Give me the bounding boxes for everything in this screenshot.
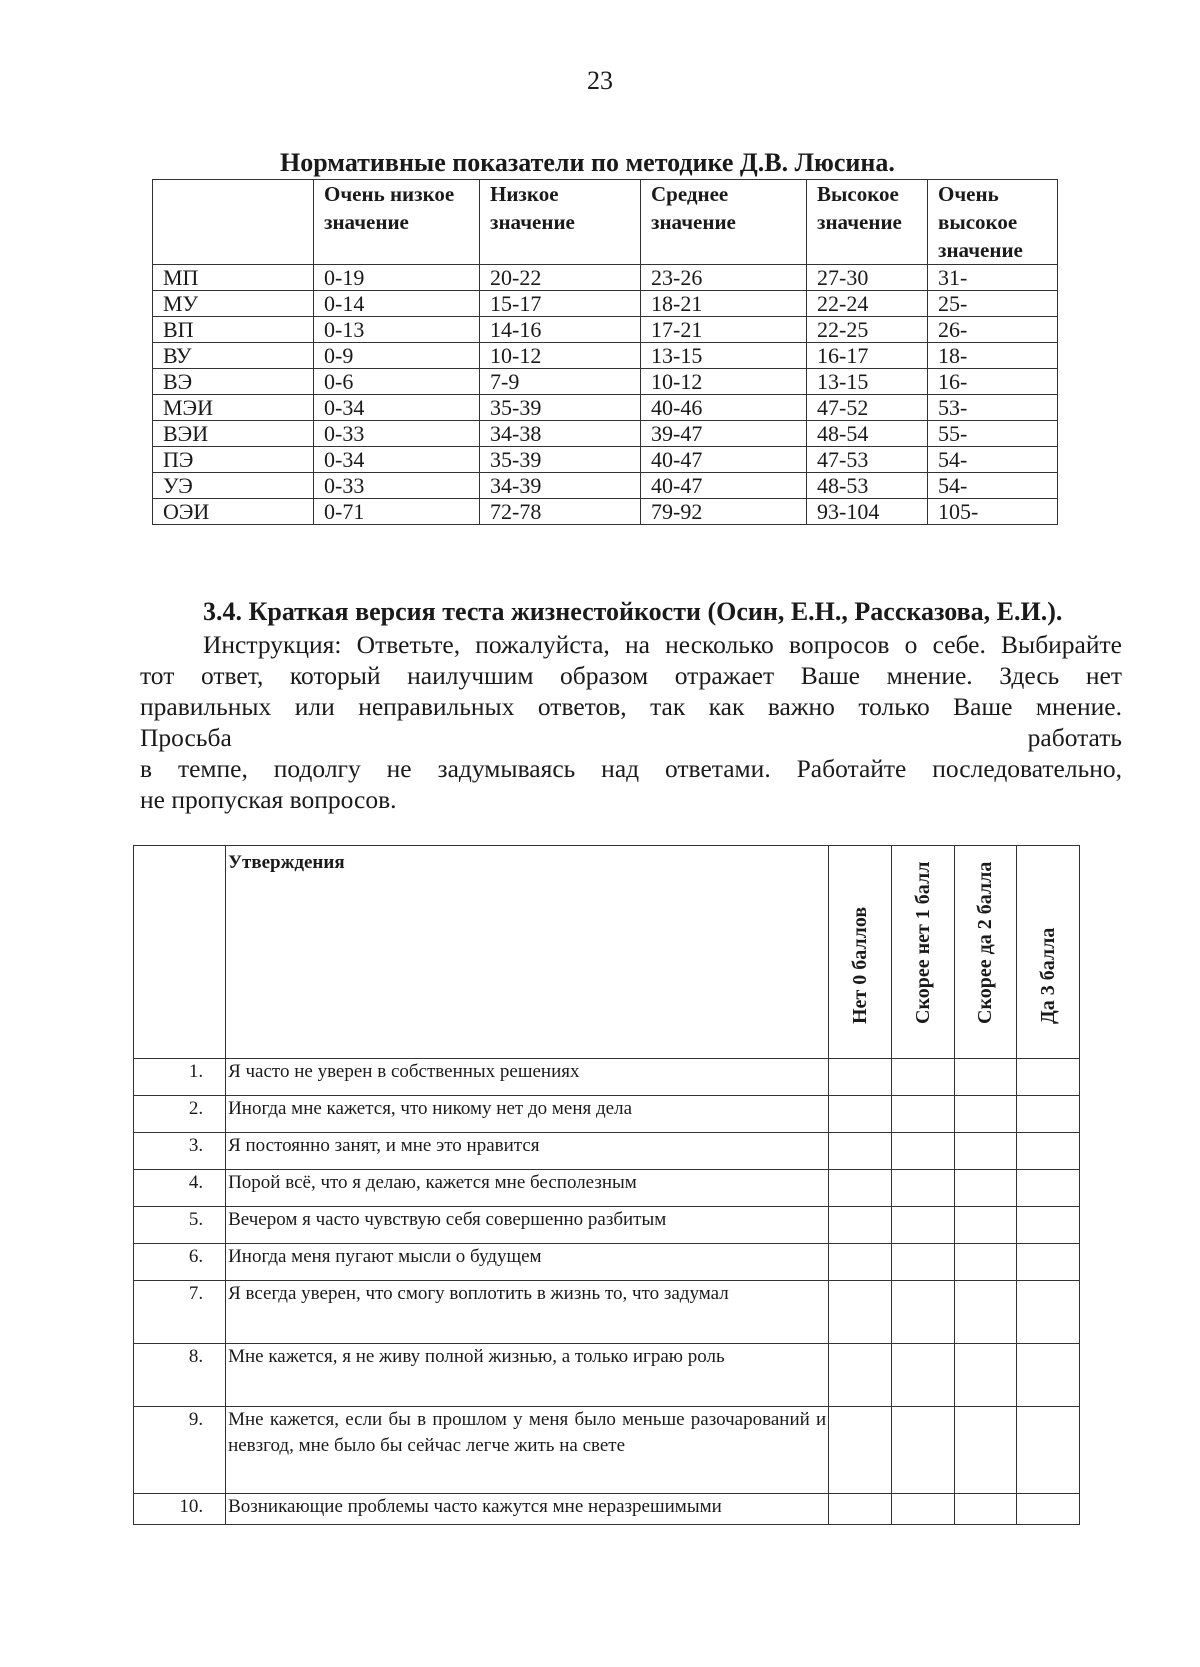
norms-cell: 40-46 — [641, 395, 807, 421]
norms-cell: 47-52 — [807, 395, 928, 421]
answer-cell[interactable] — [891, 1059, 954, 1096]
answer-cell[interactable] — [829, 1494, 892, 1525]
table-row — [153, 291, 1058, 317]
table-row — [134, 1281, 1080, 1344]
answer-cell[interactable] — [829, 1170, 892, 1207]
norms-cell: 72-78 — [480, 499, 641, 525]
norms-cell: 18-21 — [641, 291, 807, 317]
norms-cell: 0-71 — [314, 499, 480, 525]
answer-cell[interactable] — [891, 1207, 954, 1244]
answer-cell[interactable] — [1017, 1344, 1080, 1407]
instruction-line: тот ответ, который наилучшим образом отражает Ваше мнение. Здесь нет — [140, 661, 1122, 690]
norms-cell: МУ — [153, 291, 314, 317]
item-statement: Порой всё, что я делаю, кажется мне бесполезным — [226, 1170, 829, 1207]
answer-header-rather-yes — [954, 846, 1017, 1059]
norms-cell: 0-33 — [314, 421, 480, 447]
answer-cell[interactable] — [891, 1096, 954, 1133]
item-statement: Мне кажется, если бы в прошлом у меня было меньше разочарований и невзгод, мне было бы сейчас легче жить на свете — [226, 1407, 829, 1494]
instruction-line: не пропуская вопросов. — [140, 785, 397, 814]
answer-cell[interactable] — [1017, 1281, 1080, 1344]
norms-table-title: Нормативные показатели по методике Д.В. Люсина. — [280, 148, 895, 177]
norms-cell: 34-39 — [480, 473, 641, 499]
norms-cell: 0-6 — [314, 369, 480, 395]
norms-cell: 14-16 — [480, 317, 641, 343]
answer-header-label: Да 3 балла — [1037, 927, 1060, 1024]
norms-cell: УЭ — [153, 473, 314, 499]
answer-cell[interactable] — [891, 1133, 954, 1170]
answer-cell[interactable] — [829, 1207, 892, 1244]
norms-cell: 0-13 — [314, 317, 480, 343]
answer-cell[interactable] — [829, 1133, 892, 1170]
item-number: 5. — [134, 1207, 226, 1244]
answer-cell[interactable] — [954, 1407, 1017, 1494]
norms-cell: ОЭИ — [153, 499, 314, 525]
norms-cell: 35-39 — [480, 447, 641, 473]
item-statement: Возникающие проблемы часто кажутся мне неразрешимыми — [226, 1494, 829, 1525]
norms-cell: 13-15 — [641, 343, 807, 369]
norms-header-medium: Среднее значение — [641, 180, 807, 265]
norms-header-low: Низкое значение — [480, 180, 641, 265]
answer-cell[interactable] — [954, 1170, 1017, 1207]
norms-cell: 22-24 — [807, 291, 928, 317]
answer-cell[interactable] — [954, 1207, 1017, 1244]
table-row — [134, 1244, 1080, 1281]
answer-cell[interactable] — [1017, 1133, 1080, 1170]
hardiness-table — [133, 845, 1080, 1525]
answer-cell[interactable] — [1017, 1207, 1080, 1244]
norms-cell: 93-104 — [807, 499, 928, 525]
table-row — [134, 1494, 1080, 1525]
norms-cell: ВУ — [153, 343, 314, 369]
norms-header-scale — [153, 180, 314, 265]
instruction-line: Инструкция: Ответьте, пожалуйста, на несколько вопросов о себе. Выбирайте — [203, 630, 1122, 659]
table-row — [134, 1133, 1080, 1170]
norms-cell: 10-12 — [480, 343, 641, 369]
answer-cell[interactable] — [954, 1133, 1017, 1170]
item-number: 10. — [134, 1494, 226, 1525]
table-row — [134, 1407, 1080, 1494]
item-statement: Я часто не уверен в собственных решениях — [226, 1059, 829, 1096]
norms-cell: 20-22 — [480, 265, 641, 291]
answer-header-rather-no — [891, 846, 954, 1059]
norms-cell: 0-34 — [314, 447, 480, 473]
answer-cell[interactable] — [829, 1244, 892, 1281]
table-row — [134, 1207, 1080, 1244]
answer-cell[interactable] — [1017, 1244, 1080, 1281]
norms-cell: 18- — [928, 343, 1058, 369]
hardiness-header-row — [134, 846, 1080, 1059]
answer-cell[interactable] — [891, 1244, 954, 1281]
norms-cell: 23-26 — [641, 265, 807, 291]
answer-header-label: Скорее да 2 балла — [974, 861, 997, 1024]
item-number: 3. — [134, 1133, 226, 1170]
norms-cell: ВЭИ — [153, 421, 314, 447]
item-number: 1. — [134, 1059, 226, 1096]
norms-cell: 0-14 — [314, 291, 480, 317]
item-statement: Мне кажется, я не живу полной жизнью, а только играю роль — [226, 1344, 829, 1407]
norms-cell: 13-15 — [807, 369, 928, 395]
norms-cell: 48-54 — [807, 421, 928, 447]
answer-cell[interactable] — [891, 1407, 954, 1494]
instruction-line: Просьба работать — [140, 723, 1122, 752]
answer-cell[interactable] — [891, 1281, 954, 1344]
answer-header-yes — [1017, 846, 1080, 1059]
norms-table — [152, 179, 1058, 525]
table-row — [153, 343, 1058, 369]
answer-header-label: Скорее нет 1 балл — [911, 861, 934, 1024]
norms-cell: 53- — [928, 395, 1058, 421]
answer-cell[interactable] — [1017, 1170, 1080, 1207]
norms-cell: 0-34 — [314, 395, 480, 421]
norms-cell: 47-53 — [807, 447, 928, 473]
statements-header: Утверждения — [226, 846, 829, 1059]
norms-header-very-low: Очень низкое значение — [314, 180, 480, 265]
answer-cell[interactable] — [1017, 1494, 1080, 1525]
table-row — [153, 317, 1058, 343]
norms-cell: 40-47 — [641, 473, 807, 499]
norms-cell: 7-9 — [480, 369, 641, 395]
norms-header-very-high: Очень высокое значение — [928, 180, 1058, 265]
answer-cell[interactable] — [954, 1494, 1017, 1525]
item-statement: Я постоянно занят, и мне это нравится — [226, 1133, 829, 1170]
norms-cell: ВЭ — [153, 369, 314, 395]
item-statement: Я всегда уверен, что смогу воплотить в жизнь то, что задумал — [226, 1281, 829, 1344]
table-row — [153, 369, 1058, 395]
item-number: 4. — [134, 1170, 226, 1207]
answer-header-no — [829, 846, 892, 1059]
answer-cell[interactable] — [1017, 1407, 1080, 1494]
number-header — [134, 846, 226, 1059]
norms-cell: 0-33 — [314, 473, 480, 499]
norms-cell: 27-30 — [807, 265, 928, 291]
norms-cell: 105- — [928, 499, 1058, 525]
norms-cell: 10-12 — [641, 369, 807, 395]
answer-cell[interactable] — [829, 1281, 892, 1344]
norms-cell: ПЭ — [153, 447, 314, 473]
answer-cell[interactable] — [954, 1096, 1017, 1133]
norms-cell: МЭИ — [153, 395, 314, 421]
answer-header-label: Нет 0 баллов — [849, 906, 872, 1024]
norms-header-high: Высокое значение — [807, 180, 928, 265]
norms-table-header-row — [153, 180, 1058, 265]
answer-cell[interactable] — [954, 1344, 1017, 1407]
item-number: 6. — [134, 1244, 226, 1281]
item-statement: Вечером я часто чувствую себя совершенно разбитым — [226, 1207, 829, 1244]
table-row — [153, 421, 1058, 447]
table-row — [153, 473, 1058, 499]
norms-cell: 0-9 — [314, 343, 480, 369]
norms-cell: 40-47 — [641, 447, 807, 473]
answer-cell[interactable] — [954, 1244, 1017, 1281]
answer-cell[interactable] — [891, 1494, 954, 1525]
table-row — [134, 1096, 1080, 1133]
norms-cell: 25- — [928, 291, 1058, 317]
answer-cell[interactable] — [829, 1344, 892, 1407]
table-row — [134, 1059, 1080, 1096]
answer-cell[interactable] — [829, 1096, 892, 1133]
answer-cell[interactable] — [891, 1344, 954, 1407]
item-number: 2. — [134, 1096, 226, 1133]
section-title: 3.4. Краткая версия теста жизнестойкости (Осин, Е.Н., Рассказова, Е.И.). — [203, 597, 1063, 626]
norms-cell: 54- — [928, 447, 1058, 473]
page-number: 23 — [587, 66, 613, 95]
answer-cell[interactable] — [954, 1059, 1017, 1096]
answer-cell[interactable] — [829, 1407, 892, 1494]
item-number: 9. — [134, 1407, 226, 1494]
answer-cell[interactable] — [1017, 1059, 1080, 1096]
table-row — [134, 1170, 1080, 1207]
item-statement: Иногда меня пугают мысли о будущем — [226, 1244, 829, 1281]
norms-cell: ВП — [153, 317, 314, 343]
item-number: 8. — [134, 1344, 226, 1407]
norms-cell: 31- — [928, 265, 1058, 291]
norms-cell: 55- — [928, 421, 1058, 447]
answer-cell[interactable] — [829, 1059, 892, 1096]
norms-cell: 34-38 — [480, 421, 641, 447]
item-number: 7. — [134, 1281, 226, 1344]
norms-cell: 48-53 — [807, 473, 928, 499]
table-row — [153, 395, 1058, 421]
table-row — [153, 499, 1058, 525]
norms-cell: 15-17 — [480, 291, 641, 317]
norms-cell: 35-39 — [480, 395, 641, 421]
instruction-line: в темпе, подолгу не задумываясь над ответами. Работайте последовательно, — [140, 754, 1122, 783]
item-statement: Иногда мне кажется, что никому нет до меня дела — [226, 1096, 829, 1133]
answer-cell[interactable] — [1017, 1096, 1080, 1133]
norms-cell: 16- — [928, 369, 1058, 395]
answer-cell[interactable] — [954, 1281, 1017, 1344]
table-row — [153, 447, 1058, 473]
table-row — [153, 265, 1058, 291]
answer-cell[interactable] — [891, 1170, 954, 1207]
instruction-line: правильных или неправильных ответов, так как важно только Ваше мнение. — [140, 692, 1122, 721]
norms-cell: 39-47 — [641, 421, 807, 447]
hardiness-section — [140, 596, 1122, 815]
norms-cell: 16-17 — [807, 343, 928, 369]
norms-cell: 26- — [928, 317, 1058, 343]
norms-cell: 79-92 — [641, 499, 807, 525]
norms-cell: 17-21 — [641, 317, 807, 343]
norms-cell: 0-19 — [314, 265, 480, 291]
norms-cell: 22-25 — [807, 317, 928, 343]
norms-cell: МП — [153, 265, 314, 291]
norms-cell: 54- — [928, 473, 1058, 499]
table-row — [134, 1344, 1080, 1407]
